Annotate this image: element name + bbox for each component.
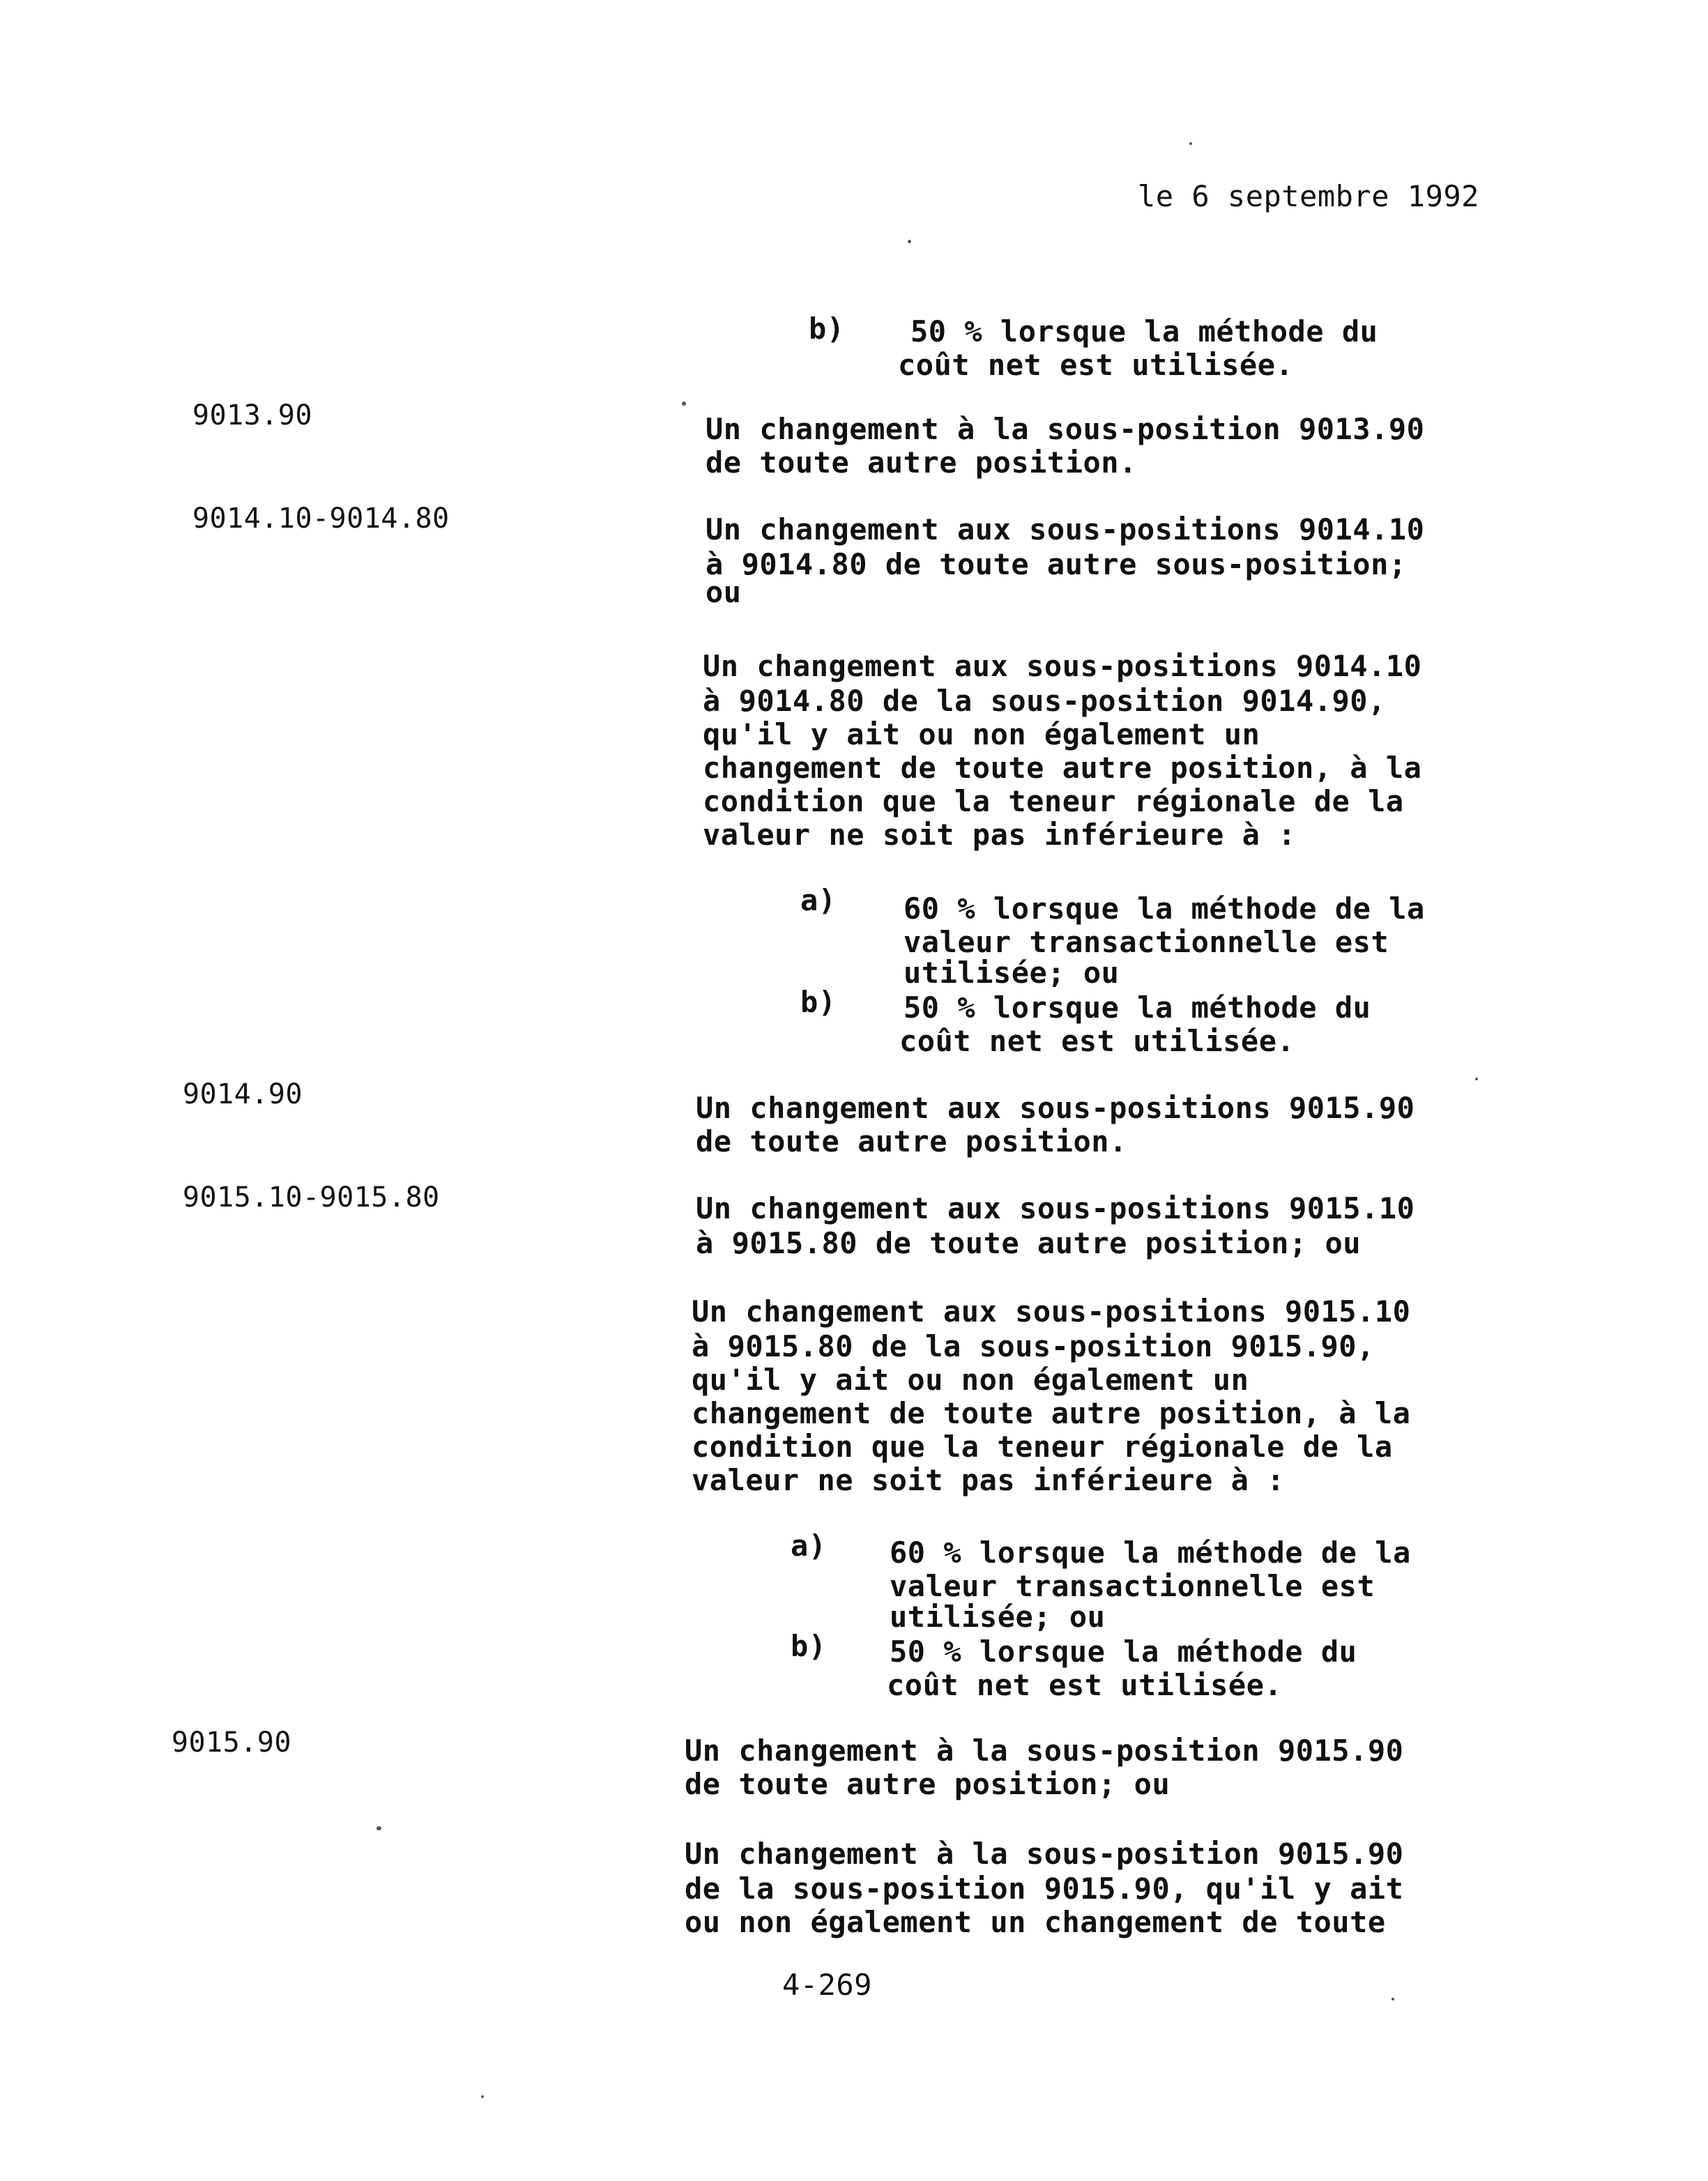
list-item-line: coût net est utilisée.: [887, 1668, 1283, 1702]
scan-speck: [481, 2095, 484, 2098]
scan-speck: [1189, 142, 1192, 145]
scan-speck: [682, 401, 686, 406]
rule-line: changement de toute autre position, à la: [703, 751, 1422, 785]
list-item-line: coût net est utilisée.: [898, 348, 1294, 382]
rule-line: Un changement aux sous-positions 9014.10: [706, 512, 1425, 546]
scan-speck: [908, 240, 911, 243]
rule-line: condition que la teneur régionale de la: [692, 1430, 1393, 1464]
rule-line: valeur ne soit pas inférieure à :: [692, 1463, 1285, 1497]
page-number: 4-269: [782, 1968, 872, 2002]
list-item-line: 60 % lorsque la méthode de la: [890, 1536, 1411, 1570]
rule-line: Un changement à la sous-position 9013.90: [706, 412, 1425, 446]
rule-line: valeur ne soit pas inférieure à :: [703, 818, 1296, 852]
rule-line: Un changement à la sous-position 9015.90: [685, 1837, 1404, 1871]
rule-line: de la sous-position 9015.90, qu'il y ait: [685, 1872, 1404, 1906]
rule-line: condition que la teneur régionale de la: [703, 784, 1404, 818]
rule-line: à 9014.80 de toute autre sous-position;: [706, 547, 1407, 581]
scan-speck: [1391, 1998, 1394, 2000]
scan-speck: [376, 1826, 381, 1830]
scan-speck: [1475, 1078, 1478, 1080]
rule-line: à 9014.80 de la sous-position 9014.90,: [703, 684, 1386, 718]
tariff-code: 9014.90: [183, 1078, 303, 1110]
rule-line: à 9015.80 de la sous-position 9015.90,: [692, 1329, 1375, 1363]
list-item-line: valeur transactionnelle est: [903, 925, 1389, 959]
list-item-line: utilisée; ou: [903, 956, 1120, 990]
rule-line: Un changement aux sous-positions 9015.10: [692, 1294, 1411, 1329]
list-item-line: utilisée; ou: [890, 1600, 1106, 1634]
list-item-line: 50 % lorsque la méthode du: [903, 990, 1371, 1025]
list-marker: b): [800, 985, 837, 1019]
tariff-code: 9014.10-9014.80: [192, 503, 450, 535]
list-marker: a): [800, 883, 837, 917]
rule-line: changement de toute autre position, à la: [692, 1396, 1411, 1430]
rule-line: de toute autre position; ou: [685, 1767, 1171, 1801]
rule-line: Un changement à la sous-position 9015.90: [685, 1734, 1404, 1768]
list-item-line: 50 % lorsque la méthode du: [890, 1635, 1357, 1669]
tariff-code: 9015.90: [171, 1727, 292, 1759]
document-date: le 6 septembre 1992: [1138, 179, 1479, 213]
list-marker: a): [791, 1529, 827, 1563]
rule-line: Un changement aux sous-positions 9015.90: [696, 1091, 1415, 1125]
list-item-line: valeur transactionnelle est: [890, 1569, 1375, 1603]
rule-line: qu'il y ait ou non également un: [692, 1363, 1249, 1397]
tariff-code: 9015.10-9015.80: [183, 1181, 440, 1214]
list-marker: b): [791, 1629, 827, 1663]
rule-line: ou non également un changement de toute: [685, 1905, 1386, 1939]
list-item-line: coût net est utilisée.: [899, 1024, 1295, 1058]
rule-line: à 9015.80 de toute autre position; ou: [696, 1226, 1362, 1260]
rule-line: Un changement aux sous-positions 9015.10: [696, 1191, 1415, 1225]
tariff-code: 9013.90: [192, 399, 313, 431]
rule-line: Un changement aux sous-positions 9014.10: [703, 649, 1422, 683]
rule-line: de toute autre position.: [696, 1124, 1127, 1158]
rule-line: ou: [706, 575, 742, 609]
rule-line: qu'il y ait ou non également un: [703, 717, 1260, 751]
rule-line: de toute autre position.: [706, 445, 1137, 480]
list-marker: b): [809, 312, 845, 346]
list-item-line: 60 % lorsque la méthode de la: [903, 891, 1425, 926]
list-item-line: 50 % lorsque la méthode du: [910, 314, 1378, 349]
